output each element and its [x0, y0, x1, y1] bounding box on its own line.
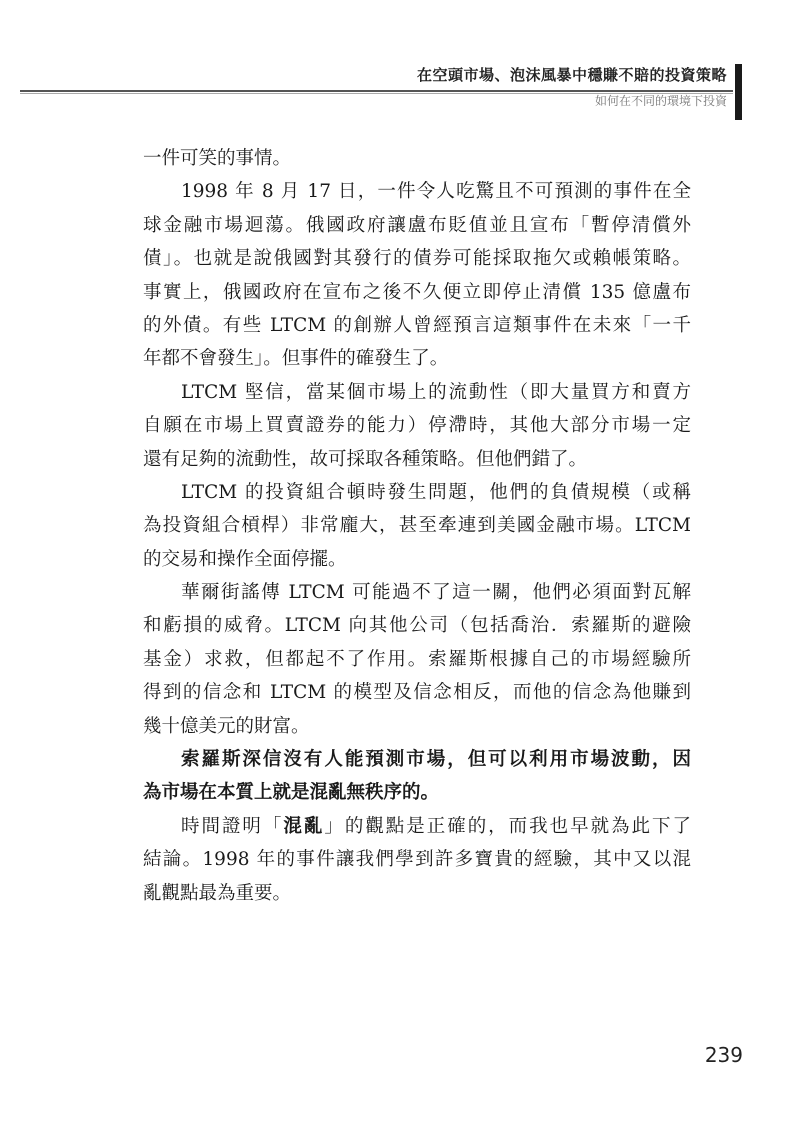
text-line: 1998 年 8 月 17 日，一件令人吃驚且不可預測的事件在全: [181, 181, 691, 203]
body-text: [143, 142, 691, 910]
text-span: 」的觀點是正確的，而我也早就為此下了: [324, 815, 691, 837]
running-header-subtitle: 如何在不同的環境下投資: [594, 94, 727, 108]
bold-term: 混亂: [283, 815, 325, 837]
text-line: LTCM 的投資組合頓時發生問題，他們的負債規模（或稱: [181, 481, 691, 503]
text-line: 亂觀點最為重要。: [143, 882, 292, 904]
text-line: [143, 810, 691, 843]
text-line: 事實上，俄國政府在宣布之後不久便立即停止清償 135 億盧布: [143, 281, 691, 303]
text-line: 華爾街謠傳 LTCM 可能過不了這一關，他們必須面對瓦解: [181, 582, 691, 604]
header-bar: [735, 64, 742, 120]
text-line: 還有足夠的流動性，故可採取各種策略。但他們錯了。: [143, 448, 588, 470]
text-line: 結論。1998 年的事件讓我們學到許多寶貴的經驗，其中又以混: [143, 849, 691, 871]
text-line: 得到的信念和 LTCM 的模型及信念相反，而他的信念為他賺到: [143, 682, 691, 704]
text-line: LTCM 堅信，當某個市場上的流動性（即大量買方和賣方: [181, 381, 691, 403]
text-span: 時間證明「: [181, 815, 284, 837]
text-line: 和虧損的威脅。LTCM 向其他公司（包括喬治．索羅斯的避險: [143, 615, 691, 637]
text-line: 為投資組合槓桿）非常龐大，甚至牽連到美國金融市場。LTCM: [143, 515, 691, 537]
text-line: 基金）求救，但都起不了作用。索羅斯根據自己的市場經驗所: [143, 648, 691, 670]
text-line: 年都不會發生」。但事件的確發生了。: [143, 348, 449, 370]
emphasis-line: 索羅斯深信沒有人能預測市場，但可以利用市場波動，因: [181, 749, 691, 771]
emphasis-line: 為市場在本質上就是混亂無秩序的。: [143, 782, 440, 804]
running-header-title: 在空頭市場、泡沫風暴中穩賺不賠的投資策略: [416, 66, 727, 84]
page-number: 239: [704, 1043, 743, 1067]
text-line: 的外債。有些 LTCM 的創辦人曾經預言這類事件在未來「一千: [143, 314, 691, 336]
text-line: 球金融市場迴蕩。俄國政府讓盧布貶值並且宣布「暫停清償外: [143, 214, 691, 236]
text-line: 一件可笑的事情。: [143, 148, 292, 169]
text-line: 的交易和操作全面停擺。: [143, 548, 347, 570]
text-line: 債」。也就是說俄國對其發行的債券可能採取拖欠或賴帳策略。: [143, 248, 691, 270]
text-line: 自願在市場上買賣證券的能力）停滯時，其他大部分市場一定: [143, 415, 691, 437]
text-line: 幾十億美元的財富。: [143, 715, 310, 737]
